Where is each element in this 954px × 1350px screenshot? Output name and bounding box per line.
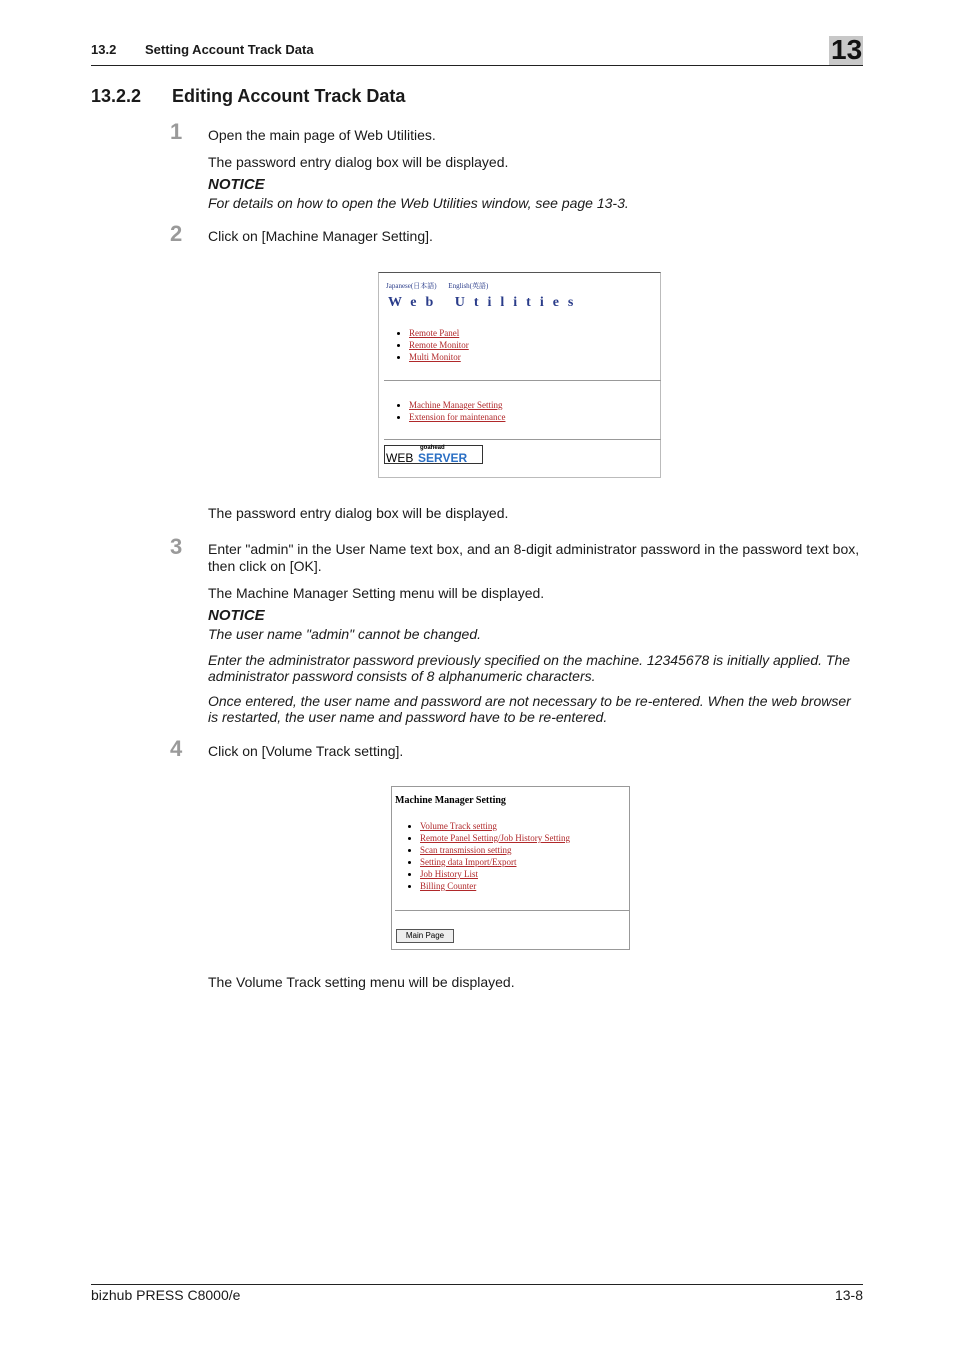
list-item xyxy=(409,399,505,411)
step-text: Open the main page of Web Utilities. xyxy=(208,127,436,143)
divider xyxy=(384,380,661,381)
divider xyxy=(395,910,630,911)
web-utilities-screenshot xyxy=(378,272,661,478)
main-page-button[interactable]: Main Page xyxy=(396,929,454,943)
footer-page-number: 13-8 xyxy=(834,1287,863,1303)
notice-text: For details on how to open the Web Utilities window, see page 13-3. xyxy=(208,195,629,211)
step-number: 4 xyxy=(170,736,183,761)
webserver-logo xyxy=(384,445,483,464)
header-rule xyxy=(91,65,863,66)
web-utilities-title: Web Utilities xyxy=(388,295,583,310)
japanese-link[interactable]: Japanese(日本語) xyxy=(386,282,437,290)
scan-transmission-setting-link[interactable]: Scan transmission setting xyxy=(420,845,512,855)
logo-goahead: goahead xyxy=(420,445,445,451)
step-result: The password entry dialog box will be displayed. xyxy=(208,505,509,521)
list-item xyxy=(409,327,469,339)
section-title: Editing Account Track Data xyxy=(172,86,406,106)
step-result: The password entry dialog box will be displayed. xyxy=(208,154,509,170)
list-item xyxy=(409,411,505,423)
list-item xyxy=(420,856,570,868)
list-item xyxy=(420,820,570,832)
extension-for-maintenance-link[interactable]: Extension for maintenance xyxy=(409,412,506,422)
setting-data-import-export-link[interactable]: Setting data Import/Export xyxy=(420,857,517,867)
list-item xyxy=(420,868,570,880)
step-number: 1 xyxy=(170,119,183,144)
remote-monitor-link[interactable]: Remote Monitor xyxy=(409,340,469,350)
notice-text: Once entered, the user name and password are not necessary to be re-entered. When the web browser is restarted, the user name and password have to be re-entered. xyxy=(208,693,851,725)
divider xyxy=(384,439,661,440)
footer-rule xyxy=(91,1284,863,1285)
notice-label: NOTICE xyxy=(208,607,265,624)
step-result: The Volume Track setting menu will be displayed. xyxy=(208,974,515,990)
list-item xyxy=(420,832,570,844)
job-history-list-link[interactable]: Job History List xyxy=(420,869,479,879)
section-number: 13.2.2 xyxy=(91,86,142,106)
notice-text: The user name "admin" cannot be changed. xyxy=(208,626,481,642)
step-text: Click on [Volume Track setting]. xyxy=(208,743,404,759)
step-text: Click on [Machine Manager Setting]. xyxy=(208,228,433,244)
list-item xyxy=(409,351,469,363)
notice-text: Enter the administrator password previously specified on the machine. 12345678 is initially applied. The administrator password consists of 8 alphanumeric characters. xyxy=(208,652,851,684)
header-section-number: 13.2 xyxy=(91,42,117,57)
machine-manager-screenshot xyxy=(391,786,630,950)
remote-panel-setting-link[interactable]: Remote Panel Setting/Job History Setting xyxy=(420,833,570,843)
step-number: 2 xyxy=(170,221,183,246)
language-links xyxy=(386,281,498,291)
billing-counter-link[interactable]: Billing Counter xyxy=(420,881,477,891)
english-link[interactable]: English(英語) xyxy=(448,282,489,290)
step-text: Enter "admin" in the User Name text box, and an 8-digit administrator password in the password text box, then click on [OK]. xyxy=(208,541,860,574)
remote-panel-link[interactable]: Remote Panel xyxy=(409,328,460,338)
machine-manager-links xyxy=(406,820,570,892)
logo-web: WEB xyxy=(386,451,414,465)
top-links-list xyxy=(395,327,469,363)
chapter-number: 13 xyxy=(831,34,863,65)
step-result: The Machine Manager Setting menu will be displayed. xyxy=(208,585,545,601)
header-section-title: Setting Account Track Data xyxy=(145,42,314,57)
machine-manager-title: Machine Manager Setting xyxy=(395,795,506,806)
list-item xyxy=(420,844,570,856)
machine-manager-setting-link[interactable]: Machine Manager Setting xyxy=(409,400,503,410)
notice-label: NOTICE xyxy=(208,176,265,193)
volume-track-setting-link[interactable]: Volume Track setting xyxy=(420,821,497,831)
footer-product: bizhub PRESS C8000/e xyxy=(91,1287,241,1303)
step-number: 3 xyxy=(170,534,183,559)
list-item xyxy=(420,880,570,892)
list-item xyxy=(409,339,469,351)
logo-server: SERVER xyxy=(418,451,468,465)
bottom-links-list xyxy=(395,399,505,423)
multi-monitor-link[interactable]: Multi Monitor xyxy=(409,352,461,362)
